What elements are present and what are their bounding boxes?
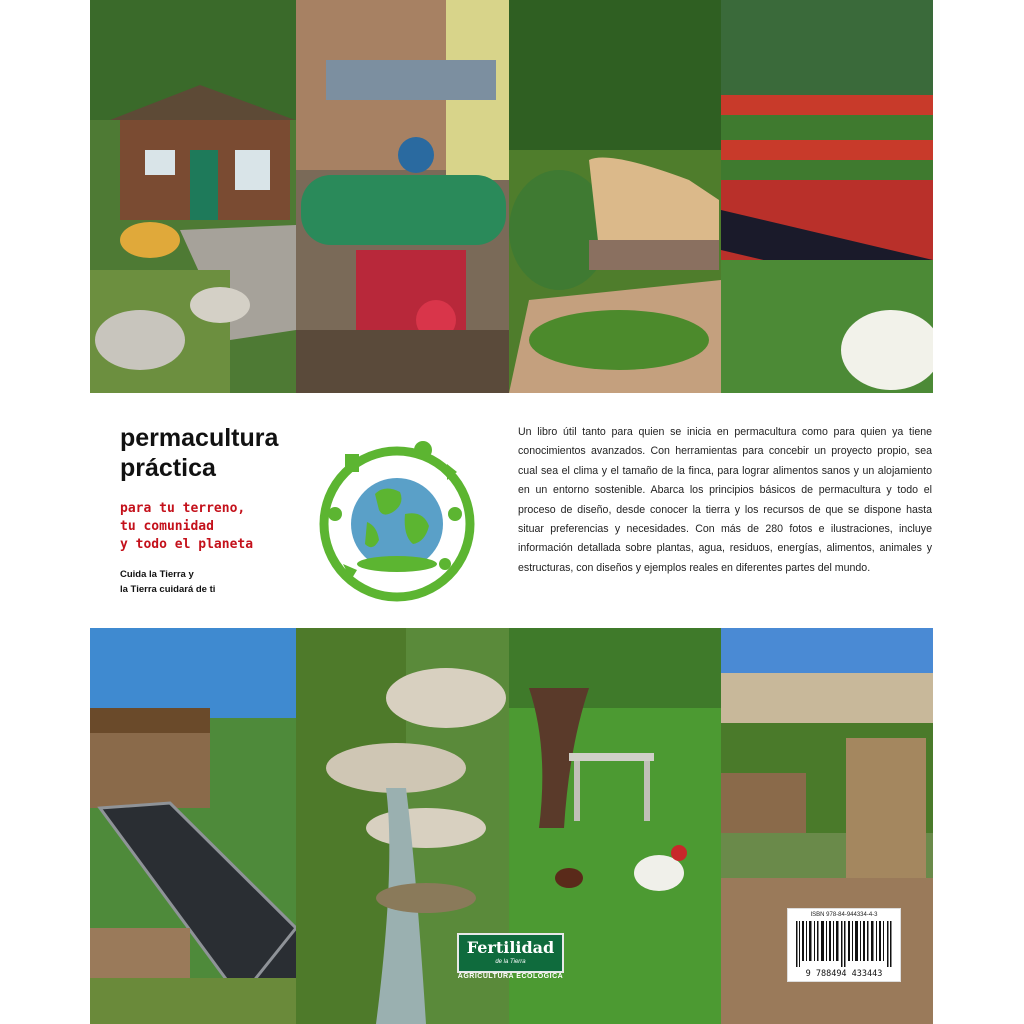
publisher-logo [457,933,564,973]
photo-raised-beds [721,0,933,393]
garden-with-sculpture-icon [509,0,721,393]
book-title-line1: permacultura [120,424,279,452]
photo-solar-panel [90,628,296,1024]
photo-compressor [296,0,509,393]
photo-garden-sculpture [509,0,721,393]
book-tagline-line1: Cuida la Tierra y [120,569,194,580]
isbn-number: 9 788494 433443 [805,969,883,979]
book-back-cover [90,0,933,1024]
photo-house-garden [90,0,296,393]
top-photo-strip [90,0,933,393]
book-tagline [120,567,215,597]
isbn-label: ISBN 978-84-944334-4-3 [810,912,878,918]
book-subtitle-line2: tu comunidad [120,519,214,534]
publisher-brand: Fertilidad [466,938,555,957]
earth-with-recycle-circle-icon [305,414,485,609]
isbn-barcode [787,908,901,982]
book-description: Un libro útil tanto para quien se inicia en permacultura como para quien ya tiene conocimientos avanzados. Con herramientas para concebir un proyecto propio, sea cual sea el clima y el tamaño de la finca, para lograr alimentos sanos y un alojamiento en un entorno sostenible. Abarca los principios básicos de permacultura y todo el proceso de diseño, desde conocer la tierra y los recursos de que se dispone hasta situar preferencias y necesidades. Con más de 280 fotos e ilustraciones, incluye información detallada sobre plantas, agua, residuos, energías, alimentos, animales y estructuras, con diseños y ejemplos reales en diferentes partes del mundo. [518,426,932,574]
solar-panel-icon [90,628,296,1024]
raised-red-beds-icon [721,0,933,393]
book-subtitle [120,500,253,554]
publisher-caption: AGRICULTURA ECOLÓGICA [457,973,564,980]
barcode-bars-icon [796,921,892,967]
book-title-line2: práctica [120,454,216,482]
compressor-and-engine-icon [296,0,509,393]
book-subtitle-line1: para tu terreno, [120,501,246,516]
book-tagline-line2: la Tierra cuidará de ti [120,584,216,595]
book-subtitle-line3: y todo el planeta [120,537,254,552]
book-title [120,423,330,483]
publisher-brand-sub: de la Tierra [495,959,526,965]
house-with-garden-icon [90,0,296,393]
